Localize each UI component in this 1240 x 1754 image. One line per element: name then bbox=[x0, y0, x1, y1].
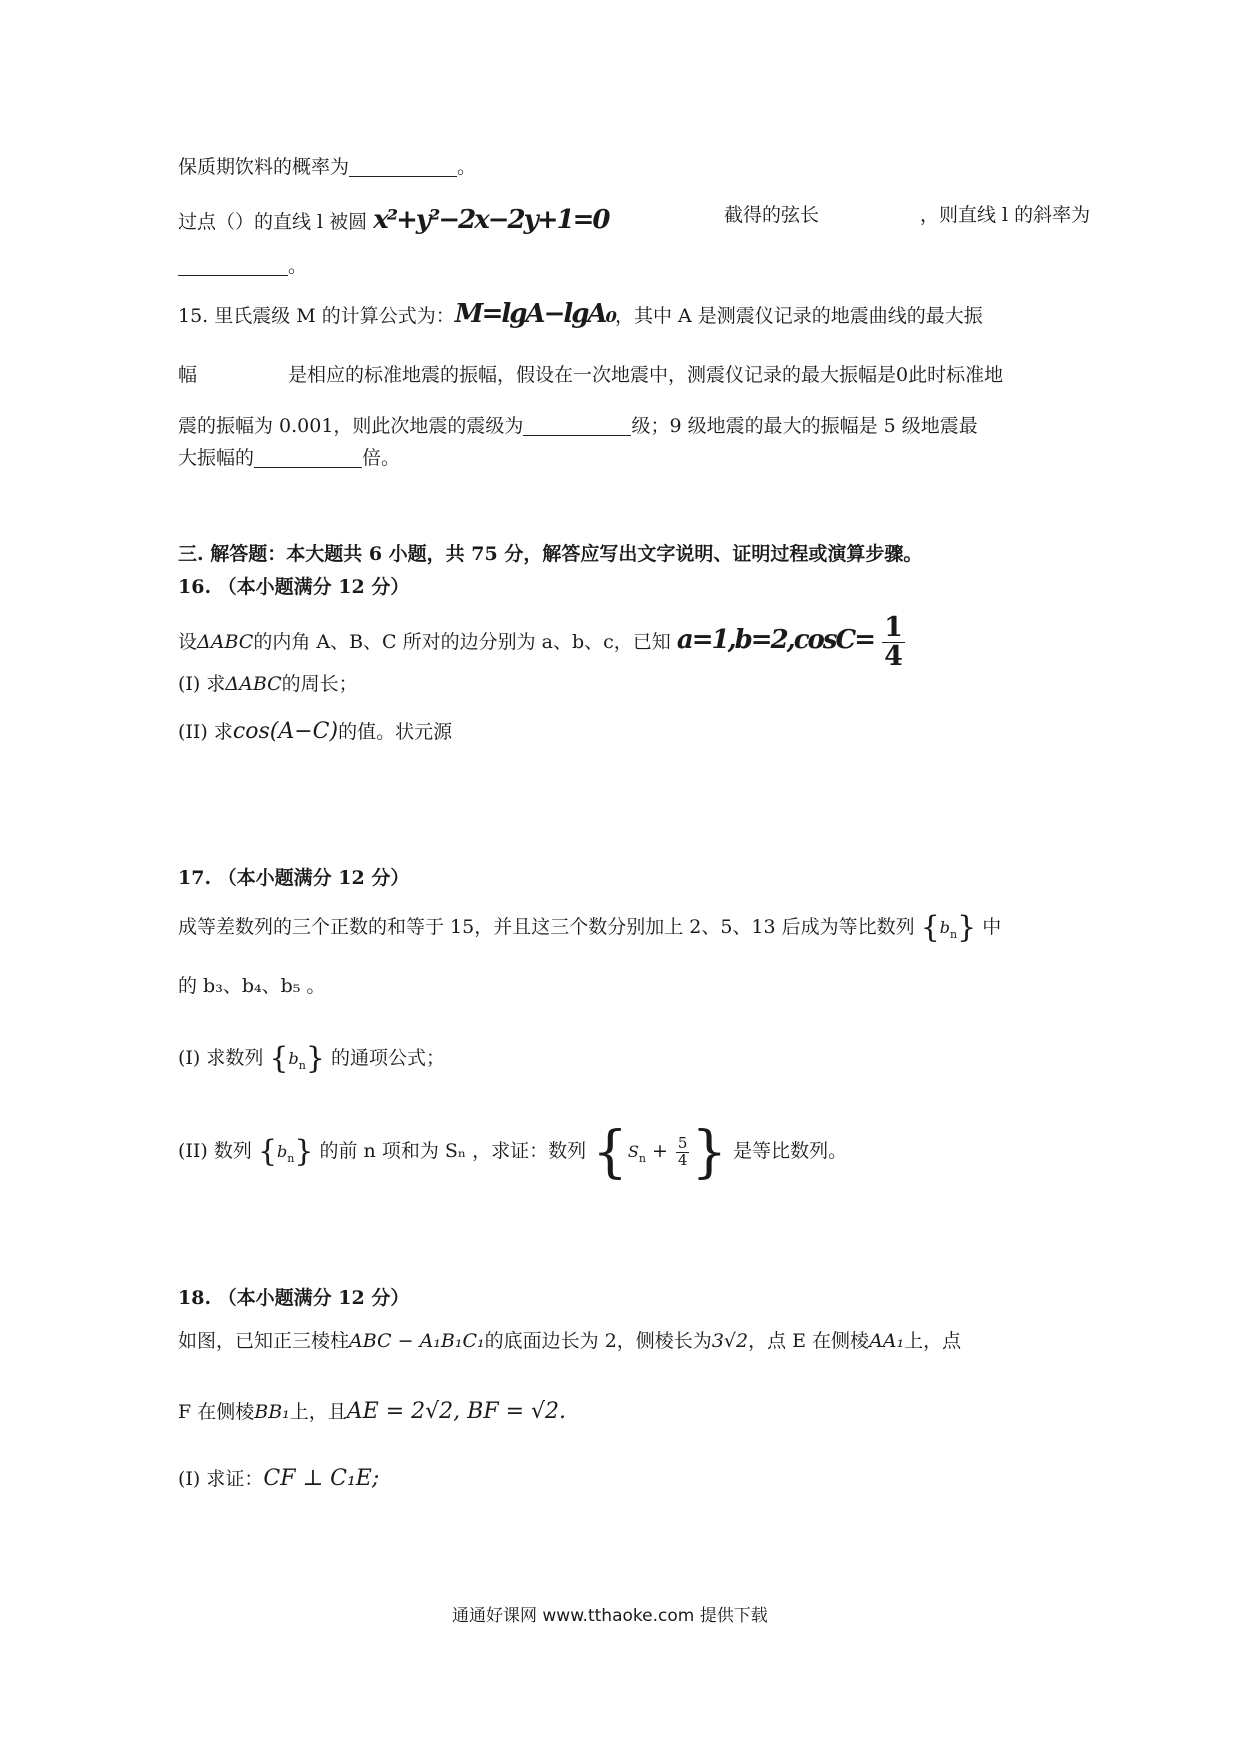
q15-line3 bbox=[178, 414, 978, 439]
q14-suffix: ，则直线 l 的斜率为 bbox=[920, 204, 1091, 226]
frac-numerator: 5 bbox=[677, 1133, 688, 1152]
seq-symbol: b bbox=[288, 1049, 299, 1068]
q16-given: a=1,b=2,cosC= bbox=[676, 624, 875, 655]
frac-denominator: 4 bbox=[677, 1150, 688, 1169]
q17-part2-prefix: (II) 数列 bbox=[178, 1140, 252, 1162]
left-brace: { bbox=[920, 910, 940, 945]
q14-line2 bbox=[178, 254, 307, 279]
right-brace: } bbox=[305, 1041, 325, 1076]
q17-line2: 的 b₃、b₄、b₅ 。 bbox=[178, 975, 326, 997]
left-brace: { bbox=[269, 1041, 289, 1076]
frac-numerator: 1 bbox=[884, 612, 903, 643]
seq-subscript: n bbox=[298, 1059, 306, 1072]
edge-bb1: BB₁ bbox=[254, 1401, 290, 1423]
q18-part1-prefix: (I) 求证： bbox=[178, 1468, 264, 1490]
q16-part1-suffix: 的周长； bbox=[281, 673, 358, 695]
q14-tail-text: 保质期饮料的概率为 bbox=[178, 155, 350, 178]
q17-part2 bbox=[178, 1118, 847, 1188]
q16-header: 16. （本小题满分 12 分） bbox=[178, 576, 410, 598]
q15-line4-suffix: 倍。 bbox=[362, 446, 401, 469]
section3-title: 三. 解答题：本大题共 6 小题，共 75 分，解答应写出文字说明、证明过程或演算步骤。 bbox=[178, 543, 923, 565]
q18-line1-mid: 的底面边长为 2，侧棱长为 bbox=[484, 1330, 712, 1352]
q14-tail-line bbox=[178, 155, 476, 180]
sn-subscript: n bbox=[638, 1152, 646, 1165]
sn-symbol: S bbox=[627, 1142, 639, 1161]
q14-line1 bbox=[178, 204, 609, 237]
q14-prefix: 过点（）的直线 l 被圆 bbox=[178, 211, 368, 233]
triangle-abc: ΔABC bbox=[225, 673, 282, 695]
triangle-abc: ΔABC bbox=[197, 630, 254, 653]
seq-subscript: n bbox=[950, 928, 958, 941]
q17-header: 17. （本小题满分 12 分） bbox=[178, 867, 410, 889]
left-brace: { bbox=[257, 1134, 278, 1169]
q17-part2-suffix: 是等比数列。 bbox=[733, 1140, 848, 1162]
answer-blank bbox=[349, 155, 457, 177]
q16-part2 bbox=[178, 718, 452, 746]
q18-line2 bbox=[178, 1398, 566, 1426]
right-brace: } bbox=[294, 1134, 314, 1169]
q15-line2-suffix: 0此时标准地 bbox=[896, 364, 1004, 386]
q17-part2-mid: 的前 n 项和为 Sₙ ，求证：数列 bbox=[319, 1140, 587, 1162]
circle-equation: x²+y²−2x−2y+1=0 bbox=[373, 205, 609, 235]
q14-tail-end: 。 bbox=[457, 155, 477, 178]
q16-stem-mid: 的内角 A、B、C 所对的边分别为 a、b、c，已知 bbox=[253, 630, 671, 653]
q18-line1-mid2: ，点 E 在侧棱 bbox=[748, 1330, 870, 1352]
seq-symbol: b bbox=[277, 1142, 288, 1161]
edge-aa1: AA₁ bbox=[869, 1330, 905, 1352]
answer-blank bbox=[523, 414, 631, 436]
left-brace-large: { bbox=[592, 1120, 628, 1185]
q17-line1-end: 中 bbox=[982, 916, 1002, 938]
q15-line2 bbox=[288, 364, 1003, 388]
q16-part1-prefix: (I) 求 bbox=[178, 673, 226, 695]
q17-fraction bbox=[676, 1133, 690, 1169]
q15-line1-prefix: 15. 里氏震级 M 的计算公式为： bbox=[178, 305, 455, 327]
q18-line1 bbox=[178, 1330, 961, 1354]
page-footer: 通通好课网 www.tthaoke.com 提供下载 bbox=[452, 1606, 768, 1626]
q15-line4-prefix: 大振幅的 bbox=[178, 446, 255, 469]
q16-fraction bbox=[882, 614, 905, 672]
q17-line1 bbox=[178, 909, 1001, 947]
q15-line1 bbox=[178, 298, 983, 331]
q16-part2-prefix: (II) 求 bbox=[178, 721, 233, 743]
right-brace: } bbox=[957, 910, 977, 945]
q18-perp-expr: CF ⊥ C₁E; bbox=[263, 1466, 380, 1491]
q18-line2-mid: 上，且 bbox=[289, 1401, 347, 1423]
q18-part1 bbox=[178, 1465, 379, 1493]
q18-header: 18. （本小题满分 12 分） bbox=[178, 1287, 410, 1309]
q16-stem-prefix: 设 bbox=[178, 630, 198, 653]
q17-part1-prefix: (I) 求数列 bbox=[178, 1047, 264, 1069]
q16-part2-suffix: 的值。状元源 bbox=[338, 721, 453, 743]
q15-line3-suffix: 级；9 级地震的最大的振幅是 5 级地震最 bbox=[631, 414, 978, 437]
q15-line3-prefix: 震的振幅为 0.001，则此次地震的震级为 bbox=[178, 414, 524, 437]
right-brace-large: } bbox=[691, 1120, 728, 1185]
frac-denominator: 4 bbox=[884, 641, 903, 673]
answer-blank bbox=[178, 254, 288, 276]
q18-line1-suffix: 上，点 bbox=[904, 1330, 962, 1352]
q17-line1-text: 成等差数列的三个正数的和等于 15，并且这三个数分别加上 2、5、13 后成为等比数列 bbox=[178, 916, 915, 938]
q17-part1 bbox=[178, 1040, 445, 1078]
richter-formula: M=lgA−lgA₀ bbox=[454, 299, 615, 329]
q18-line1-prefix: 如图，已知正三棱柱 bbox=[178, 1330, 350, 1352]
q16-part1 bbox=[178, 673, 358, 697]
q15-line2-text: 是相应的标准地震的振幅，假设在一次地震中，测震仪记录的最大振幅是 bbox=[288, 364, 897, 386]
seq-subscript: n bbox=[287, 1152, 295, 1165]
q14-end: 。 bbox=[288, 254, 308, 277]
plus-sign: + bbox=[651, 1140, 668, 1162]
q15-line1-suffix: ，其中 A 是测震仪记录的地震曲线的最大振 bbox=[615, 305, 983, 327]
seq-symbol: b bbox=[939, 918, 951, 937]
answer-blank bbox=[254, 446, 362, 468]
q15-line2-prefix: 幅 bbox=[178, 364, 198, 386]
q15-line4 bbox=[178, 446, 400, 471]
q17-part1-suffix: 的通项公式； bbox=[331, 1047, 446, 1069]
lateral-length: 3√2 bbox=[711, 1330, 749, 1352]
q14-mid: 截得的弦长 bbox=[724, 204, 820, 226]
cos-expression: cos(A−C) bbox=[232, 719, 339, 744]
q18-line2-prefix: F 在侧棱 bbox=[178, 1401, 255, 1423]
q18-condition: AE = 2√2, BF = √2. bbox=[346, 1399, 567, 1424]
prism-name: ABC − A₁B₁C₁ bbox=[349, 1330, 485, 1352]
q16-stem bbox=[178, 614, 907, 672]
